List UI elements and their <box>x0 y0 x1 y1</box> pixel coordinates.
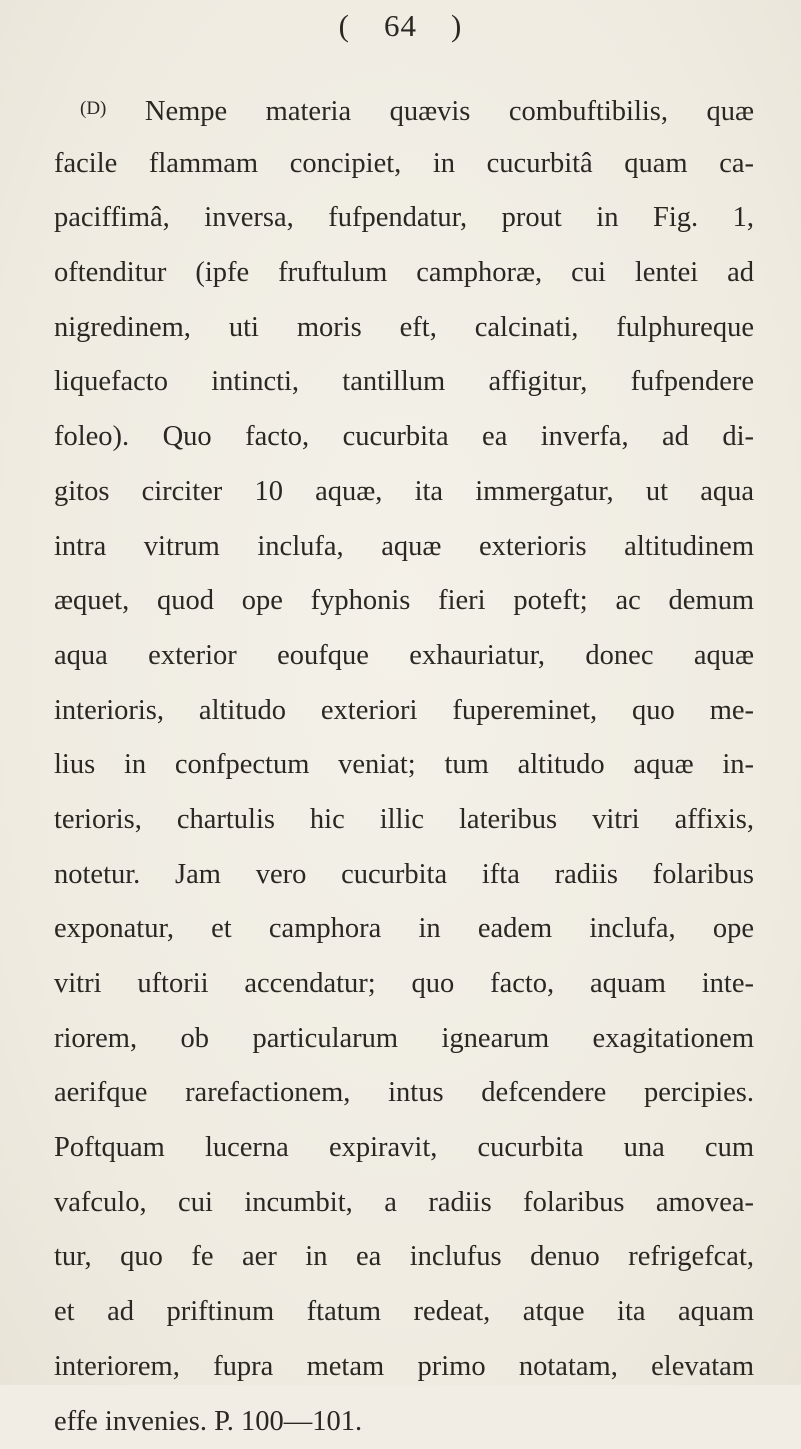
text-line-7: foleo). Quo facto, cucurbita ea inverfa, ad di- <box>54 410 754 465</box>
footnote-text <box>54 82 754 1449</box>
text-line-9: intra vitrum inclufa, aquæ exterioris altitudinem <box>54 520 754 575</box>
text-line-10: æquet, quod ope fyphonis fieri poteft; ac demum <box>54 574 754 629</box>
text-line-1: $^{(D)}$ Nempe materia quævis combuftibilis, quæ <box>54 82 754 137</box>
text-line-21: vafculo, cui incumbit, a radiis folaribus amovea- <box>54 1176 754 1231</box>
header-open-paren: ( <box>339 8 350 44</box>
text-line-2: facile flammam concipiet, in cucurbitâ quam ca- <box>54 137 754 192</box>
text-line-25: effe invenies. P. 100—101. <box>54 1395 754 1449</box>
text-line-14: terioris, chartulis hic illic lateribus vitri affixis, <box>54 793 754 848</box>
text-line-19: aerifque rarefactionem, intus defcendere percipies. <box>54 1066 754 1121</box>
text-line-11: aqua exterior eoufque exhauriatur, donec aquæ <box>54 629 754 684</box>
text-line-5: nigredinem, uti moris eft, calcinati, fulphureque <box>54 301 754 356</box>
text-line-8: gitos circiter 10 aquæ, ita immergatur, ut aqua <box>54 465 754 520</box>
text-line-12: interioris, altitudo exteriori fupereminet, quo me- <box>54 684 754 739</box>
text-line-24: interiorem, fupra metam primo notatam, elevatam <box>54 1340 754 1395</box>
page-number: 64 <box>384 8 417 43</box>
text-line-20: Poftquam lucerna expiravit, cucurbita una cum <box>54 1121 754 1176</box>
text-line-22: tur, quo fe aer in ea inclufus denuo refrigefcat, <box>54 1230 754 1285</box>
text-line-18: riorem, ob particularum ignearum exagitationem <box>54 1012 754 1067</box>
text-line-15: notetur. Jam vero cucurbita ifta radiis folaribus <box>54 848 754 903</box>
page-header <box>0 8 801 44</box>
text-line-3: paciffimâ, inversa, fufpendatur, prout in Fig. 1, <box>54 191 754 246</box>
text-line-16: exponatur, et camphora in eadem inclufa, ope <box>54 902 754 957</box>
header-close-paren: ) <box>451 8 462 44</box>
text-line-23: et ad priftinum ftatum redeat, atque ita aquam <box>54 1285 754 1340</box>
text-line-17: vitri uftorii accendatur; quo facto, aquam inte- <box>54 957 754 1012</box>
text-line-13: lius in confpectum veniat; tum altitudo aquæ in- <box>54 738 754 793</box>
text-line-4: oftenditur (ipfe fruftulum camphoræ, cui lentei ad <box>54 246 754 301</box>
text-line-6: liquefacto intincti, tantillum affigitur, fufpendere <box>54 355 754 410</box>
note-marker: (D) <box>80 98 106 119</box>
